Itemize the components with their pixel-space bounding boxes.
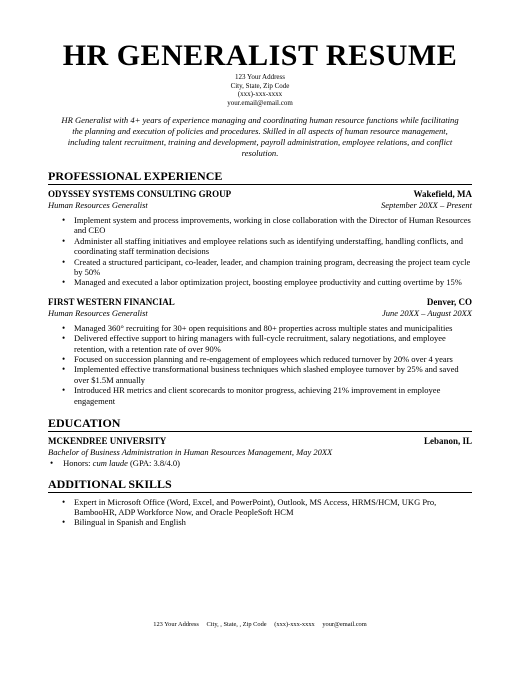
job-role: Human Resources Generalist xyxy=(48,200,148,210)
contact-phone: (xxx)-xxx-xxxx xyxy=(237,90,283,98)
job-entry-1 xyxy=(48,189,472,288)
job-location: Wakefield, MA xyxy=(413,189,472,199)
list-item: • Focused on succession planning and re-engagement of employees which reduced turnover by 20% over 4 years xyxy=(62,354,453,365)
bullet-icon: • xyxy=(62,333,66,344)
list-item: • Administer all staffing initiatives and employee relations such as identifying understaffing, handling conflicts, and coordinating staff termination decisions xyxy=(62,235,463,257)
skills-heading: ADDITIONAL SKILLS xyxy=(48,478,472,493)
bullet-icon: • xyxy=(62,256,66,267)
list-item: • Implemented effective transformational business techniques which slashed employee turnover by 25% and saved over $1.5M annually xyxy=(62,364,459,385)
list-item: • Managed 360° recruiting for 30+ open requisitions and 80+ properties across multiple states and municipalities xyxy=(62,322,453,333)
skills-list xyxy=(48,497,472,528)
job-location: Denver, CO xyxy=(426,296,472,307)
job-company: ODYSSEY SYSTEMS CONSULTING GROUP xyxy=(48,189,232,199)
job-dates: September 20XX – Present xyxy=(380,200,472,210)
honors-value: cum laude xyxy=(92,458,128,469)
list-item: • Bilingual in Spanish and English xyxy=(62,517,186,528)
list-item: • Managed and executed a labor optimization project, boosting employee productivity and cutting overtime by 15% xyxy=(62,277,462,288)
bullet-icon: • xyxy=(62,215,66,225)
bullet-icon: • xyxy=(62,277,66,288)
list-item xyxy=(50,458,472,468)
job-role: Human Resources Generalist xyxy=(48,307,148,318)
contact-block xyxy=(48,73,472,107)
list-item: • Created a structured participant, co-leader, leader, and champion training program, decreasing the project team cycle by 50% xyxy=(62,256,471,278)
bullet-icon: • xyxy=(50,458,54,469)
list-item: • Introduced HR metrics and client scorecards to monitor progress, achieving 21% improvement in employee engagement xyxy=(62,385,441,406)
resume-title: HR GENERALIST RESUME xyxy=(62,39,458,72)
professional-summary: HR Generalist with 4+ years of experience managing and coordinating human resource functions while facilitating the planning and execution of policies and procedures. Skilled in all aspects of human resource management, including talent recruitment, training and development, payroll administration, employee relations, and conflict resolution. xyxy=(61,115,459,158)
footer-city: City, , State, , Zip Code xyxy=(206,621,267,628)
contact-email: your.email@email.com xyxy=(227,98,293,107)
education-entry xyxy=(48,436,472,468)
school-location: Lebanon, IL xyxy=(423,436,472,447)
bullet-icon: • xyxy=(62,364,66,375)
footer-phone: (xxx)-xxx-xxxx xyxy=(274,621,315,628)
page-footer xyxy=(0,621,520,629)
honors-label: Honors: xyxy=(63,458,93,469)
job-bullets xyxy=(48,215,472,288)
bullet-icon: • xyxy=(62,354,66,365)
bullet-icon: • xyxy=(62,517,66,528)
list-item: • Implement system and process improvements, working in close collaboration with the Director of Human Resources and CEO xyxy=(62,215,471,236)
bullet-icon: • xyxy=(62,385,66,396)
list-item: • Expert in Microsoft Office (Word, Excel, and PowerPoint), Outlook, MS Access, HRMS/HCM, UKG Pro, BambooHR, ADP Workforce Now, and Oracle PeopleSoft HCM xyxy=(62,496,437,517)
job-dates: June 20XX – August 20XX xyxy=(381,307,472,318)
degree: Bachelor of Business Administration in Human Resources Management, May 20XX xyxy=(48,447,333,458)
bullet-icon: • xyxy=(62,235,66,246)
footer-email: your@email.com xyxy=(322,621,367,628)
bullet-icon: • xyxy=(62,322,66,333)
honors-list xyxy=(48,458,472,468)
job-bullets xyxy=(48,323,472,406)
job-entry-2 xyxy=(48,297,472,406)
list-item: • Delivered effective support to hiring managers with full-cycle recruitment, salary negotiations, and employee retention, with a retention rate of over 90% xyxy=(62,333,446,354)
bullet-icon: • xyxy=(62,496,66,507)
school-name: MCKENDREE UNIVERSITY xyxy=(48,436,167,447)
contact-city: City, State, Zip Code xyxy=(230,81,290,90)
footer-address: 123 Your Address xyxy=(153,621,199,628)
honors-gpa: (GPA: 3.8/4.0) xyxy=(127,458,180,469)
experience-heading: PROFESSIONAL EXPERIENCE xyxy=(48,170,472,185)
contact-address: 123 Your Address xyxy=(235,73,285,81)
job-company: FIRST WESTERN FINANCIAL xyxy=(48,296,175,307)
education-heading: EDUCATION xyxy=(48,417,472,432)
